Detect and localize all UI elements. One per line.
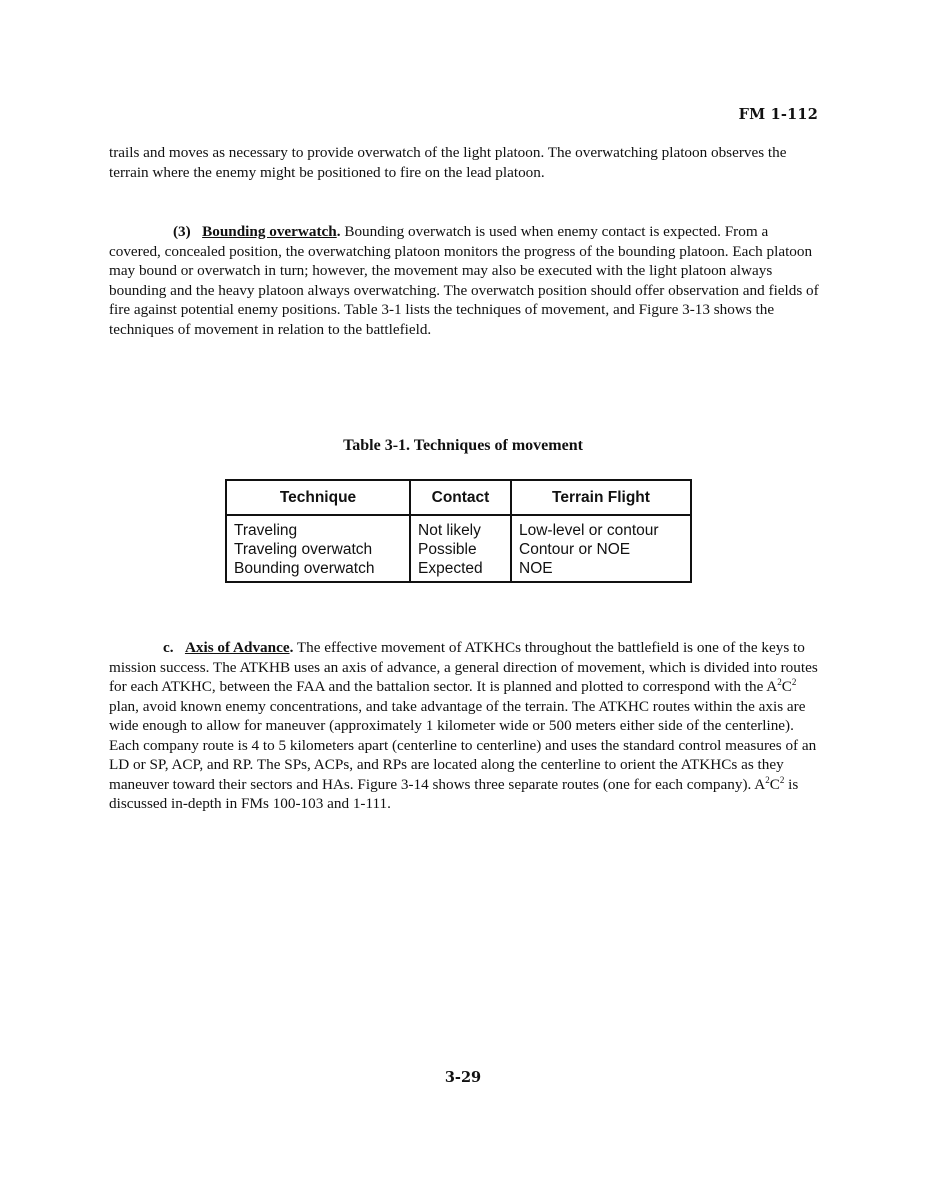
- table-cell: Traveling: [234, 522, 298, 539]
- superscript: 2: [765, 774, 770, 785]
- table-cell: NOE: [519, 560, 553, 578]
- heading-period: .: [289, 639, 294, 656]
- paragraph-number: (3): [173, 223, 191, 240]
- heading-period: .: [336, 223, 341, 240]
- column-header-terrain-flight: Terrain Flight: [511, 480, 691, 515]
- superscript: 2: [777, 677, 782, 687]
- paragraph-heading: Axis of Advance: [184, 639, 290, 656]
- table-cell: Low-level or contour: [519, 522, 659, 539]
- table-cell: Possible: [418, 541, 477, 559]
- column-header-technique: Technique: [226, 480, 410, 515]
- table-body-row: [226, 515, 691, 582]
- superscript: 2: [779, 774, 785, 785]
- paragraph-body-part: C: [769, 775, 780, 793]
- paragraph-body-part: plan, avoid known enemy concentrations, and take advantage of the terrain. The ATKHC routes within the axis are wide enough to allow for maneuver (approximately 1 kilometer wide or 500 meters either side of the centerline). Each company route is 4 to 5 kilometers apart (centerline to centerline) and uses the standard control measures of an LD or SP, ACP, and RP. The SPs, ACPs, and RPs are located along the centerline to orient the ATKHCs as they maneuver toward their sectors and HAs. Figure 3-14 shows three separate routes (one for each company). A: [109, 697, 817, 793]
- techniques-table: [225, 479, 692, 583]
- paragraph-heading: Bounding overwatch: [202, 223, 337, 240]
- paragraph-letter: c.: [163, 639, 174, 656]
- table-cell: Bounding overwatch: [234, 560, 375, 578]
- table-cell: Not likely: [418, 522, 481, 539]
- column-header-contact: Contact: [410, 480, 511, 515]
- table-cell: Expected: [418, 560, 483, 578]
- page-number: 3-29: [444, 1069, 482, 1086]
- paragraph-body: Bounding overwatch is used when enemy contact is expected. From a covered, concealed position, the overwatching platoon monitors the progress of the bounding platoon. Each platoon may bound or overwatch in turn; however, the movement may also be executed with the light platoon always bounding and the heavy platoon always overwatching. The overwatch position should offer observation and fields of fire against potential enemy positions. Table 3-1 lists the techniques of movement, and Figure 3-13 shows the techniques of movement in relation to the battlefield.: [109, 223, 819, 338]
- document-id-header: FM 1-112: [738, 106, 818, 123]
- paragraph-body-part: is discussed in-depth in FMs 100-103 and 1-111.: [109, 775, 799, 812]
- paragraph-body-part: C: [781, 678, 792, 695]
- contact-column-cells: [410, 515, 511, 582]
- technique-column-cells: [226, 515, 410, 582]
- table-cell: Traveling overwatch: [234, 541, 373, 559]
- table-header-row: [226, 480, 691, 515]
- table-cell: Contour or NOE: [519, 541, 631, 559]
- paragraph-body-part: The effective movement of ATKHCs throughout the battlefield is one of the keys to mission success. The ATKHB uses an axis of advance, a general direction of movement, which is divided into routes for each ATKHC, between the FAA and the battalion sector. It is planned and plotted to correspond with the A: [109, 639, 818, 695]
- paragraph-continued: trails and moves as necessary to provide overwatch of the light platoon. The overwatching platoon observes the terrain where the enemy might be positioned to fire on the lead platoon.: [109, 144, 787, 181]
- paragraph-axis-of-advance: [109, 638, 821, 814]
- superscript: 2: [791, 677, 797, 687]
- paragraph-bounding-overwatch: [109, 222, 821, 339]
- terrain-flight-column-cells: [511, 515, 691, 582]
- table-title: Table 3-1. Techniques of movement: [343, 437, 583, 454]
